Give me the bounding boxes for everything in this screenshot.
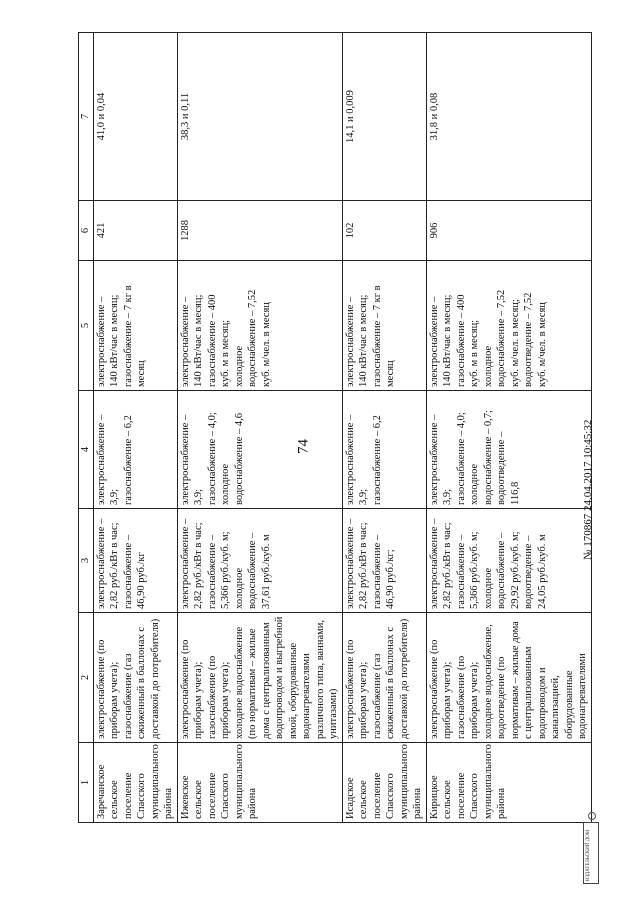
- header-cell: 5: [79, 261, 94, 391]
- cell-line: района: [247, 787, 258, 819]
- cell-line: сжиженный в баллонах с: [136, 626, 147, 739]
- cell-line: приборам учета);: [220, 661, 231, 739]
- table-cell-col2: [93, 613, 177, 743]
- table-cell-col6: 421: [93, 201, 177, 261]
- cell-line: муниципального: [149, 744, 161, 819]
- cell-line: 2,82 руб./кВт в час;: [109, 522, 120, 609]
- table-cell-col4: [93, 391, 177, 509]
- cell-line: унитазами): [328, 688, 339, 739]
- cell-line: газоснабжение (газ: [122, 653, 134, 739]
- cell-line: водоотведение – 7,52: [523, 292, 534, 387]
- cell-line: электроснабжение –: [344, 518, 356, 609]
- cell-line: газоснабжение –: [122, 534, 134, 609]
- cell-line: газоснабжение – 400: [206, 294, 218, 387]
- cell-line: района: [412, 787, 423, 819]
- cell-line: месяц: [136, 360, 147, 387]
- cell-line: Ижевское: [179, 775, 191, 819]
- cell-line: сельское: [442, 780, 453, 819]
- cell-line: месяц: [385, 360, 396, 387]
- cell-line: 5,366 руб./куб. м;: [469, 531, 480, 609]
- cell-line: водопроводом и выгребной: [274, 616, 285, 739]
- cell-line: нормативам – жилые дома: [509, 621, 521, 739]
- table-cell-col7: 38,3 и 0,11: [177, 33, 342, 201]
- table-cell-col3: [342, 509, 426, 613]
- cell-line: электроснабжение (по: [428, 639, 440, 739]
- cell-line: муниципального: [233, 744, 245, 819]
- cell-line: газоснабжение –: [206, 534, 218, 609]
- table-cell-col4: [177, 391, 342, 509]
- cell-line: Исадское: [344, 777, 356, 819]
- table-cell-col4: [342, 391, 426, 509]
- cell-line: водоснабжение – 7,52: [496, 289, 507, 387]
- table-cell-col1: [426, 743, 591, 823]
- cell-line: электроснабжение –: [179, 518, 191, 609]
- cell-line: электроснабжение –: [428, 414, 440, 505]
- cell-line: куб. м в месяц;: [469, 319, 480, 387]
- cell-line: приборам учета);: [442, 661, 453, 739]
- cell-line: газоснабжение (газ: [371, 653, 383, 739]
- cell-line: с централизованным: [523, 646, 534, 739]
- cell-line: 46,90 руб./кг: [136, 552, 147, 609]
- cell-line: холодное: [220, 463, 231, 505]
- table-cell-col6: 1288: [177, 201, 342, 261]
- cell-line: куб. м/чел. в месяц;: [509, 299, 521, 387]
- cell-line: сжиженный в баллонах с: [385, 626, 396, 739]
- cell-line: сельское: [193, 780, 204, 819]
- cell-line: 2,82 руб./кВт в час;: [358, 522, 369, 609]
- stamp-emblem-icon: [588, 812, 596, 820]
- cell-line: куб. м/чел. в месяц: [260, 302, 272, 387]
- header-cell: 1: [79, 743, 94, 823]
- cell-line: электроснабжение –: [179, 414, 191, 505]
- table-cell-col7: 31,8 и 0,08: [426, 33, 591, 201]
- table-cell-col7: 14,1 и 0,009: [342, 33, 426, 201]
- cell-line: электроснабжение –: [95, 518, 107, 609]
- cell-line: приборам учета);: [358, 661, 369, 739]
- table-cell-col5: [426, 261, 591, 391]
- cell-line: 140 кВт/час в месяц;: [193, 294, 204, 387]
- cell-line: куб. м/чел. в месяц: [536, 302, 548, 387]
- cell-line: Заречанское: [95, 764, 107, 819]
- cell-line: приборам учета);: [193, 661, 204, 739]
- stamp-text: ИЗДАТЕЛЬСКИЙ ДОМ: [586, 829, 591, 881]
- cell-line: газоснабжение – 4,0;: [206, 412, 218, 505]
- cell-line: электроснабжение –: [428, 518, 440, 609]
- table-row: [426, 33, 591, 823]
- cell-line: приборам учета);: [469, 661, 480, 739]
- cell-line: ямой, оборудованные: [287, 642, 299, 739]
- table-row: [93, 33, 177, 823]
- cell-line: 46,90 руб./кг;: [385, 549, 396, 609]
- cell-line: электроснабжение –: [95, 414, 107, 505]
- cell-line: сельское: [358, 780, 369, 819]
- cell-line: Спасского: [136, 773, 147, 819]
- cell-line: 37,61 руб./куб. м: [260, 534, 272, 609]
- table-cell-col2: [426, 613, 591, 743]
- cell-line: водоотведение –: [523, 535, 534, 609]
- cell-line: электроснабжение –: [95, 296, 107, 387]
- cell-line: Спасского: [469, 773, 480, 819]
- cell-line: муниципального: [398, 744, 410, 819]
- table-cell-col4: [426, 391, 591, 509]
- cell-line: газоснабжение – 6,2: [122, 415, 134, 505]
- table-cell-col2: [342, 613, 426, 743]
- cell-line: 116,8: [509, 481, 521, 505]
- cell-line: электроснабжение –: [344, 296, 356, 387]
- table-body: [93, 33, 591, 823]
- cell-line: холодное: [469, 463, 480, 505]
- table-cell-col3: [93, 509, 177, 613]
- cell-line: 3,9;: [442, 488, 453, 505]
- cell-line: муниципального: [482, 744, 494, 819]
- cell-line: поселение: [455, 772, 467, 819]
- cell-line: электроснабжение –: [344, 414, 356, 505]
- cell-line: газоснабжение (по: [206, 655, 218, 739]
- cell-line: водоотведение –: [496, 431, 507, 505]
- header-cell: 2: [79, 613, 94, 743]
- cell-line: поселение: [206, 772, 218, 819]
- cell-line: сельское: [109, 780, 120, 819]
- cell-line: электроснабжение –: [179, 296, 191, 387]
- cell-line: Кирицкое: [428, 775, 440, 819]
- cell-line: 29,92 руб./куб. м;: [509, 531, 521, 609]
- cell-line: электроснабжение (по: [344, 639, 356, 739]
- table-cell-col1: [93, 743, 177, 823]
- cell-line: водоснабжение – 7,52: [247, 289, 258, 387]
- cell-line: 2,82 руб./кВт в час;: [442, 522, 453, 609]
- cell-line: холодное: [482, 345, 494, 387]
- document-footer: № 170867 24.04.2017 10:45:32: [582, 419, 594, 560]
- cell-line: приборам учета);: [109, 661, 120, 739]
- table-cell-col5: [93, 261, 177, 391]
- cell-line: 140 кВт/час в месяц;: [358, 294, 369, 387]
- cell-line: водоснабжение – 0,7;: [482, 410, 494, 505]
- cell-line: поселение: [371, 772, 383, 819]
- cell-line: холодное: [482, 567, 494, 609]
- cell-line: водоотведение (по: [496, 656, 507, 739]
- table-row: [342, 33, 426, 823]
- publisher-stamp: [583, 822, 599, 884]
- cell-line: дома с централизованным: [260, 622, 272, 739]
- table-cell-col7: 41,0 и 0,04: [93, 33, 177, 201]
- cell-line: водонагревателями: [301, 653, 312, 739]
- cell-line: водопроводом и: [536, 667, 548, 739]
- cell-line: канализацией,: [550, 675, 561, 739]
- cell-line: поселение: [122, 772, 134, 819]
- table-cell-col3: [177, 509, 342, 613]
- cell-line: Спасского: [220, 773, 231, 819]
- cell-line: 2,82 руб./кВт в час;: [193, 522, 204, 609]
- table-cell-col1: [342, 743, 426, 823]
- cell-line: водоснабжение –: [247, 532, 258, 609]
- cell-line: газоснабжение – 4,0;: [455, 412, 467, 505]
- cell-line: холодное водоснабжение,: [482, 624, 494, 739]
- cell-line: (по нормативам – жилые: [247, 628, 258, 739]
- cell-line: водоснабжение – 4,6: [233, 412, 245, 505]
- cell-line: холодное: [233, 345, 245, 387]
- cell-line: доставкой до потребителя): [398, 618, 410, 739]
- table-row: [177, 33, 342, 823]
- cell-line: электроснабжение –: [428, 296, 440, 387]
- table-cell-col5: [177, 261, 342, 391]
- cell-line: 3,9;: [109, 488, 120, 505]
- cell-line: электроснабжение (по: [95, 639, 107, 739]
- cell-line: водоснабжение –: [496, 532, 507, 609]
- cell-line: различного типа, ваннами,: [314, 620, 326, 739]
- header-row: [79, 33, 94, 823]
- cell-line: куб. м в месяц;: [220, 319, 231, 387]
- header-cell: 6: [79, 201, 94, 261]
- cell-line: доставкой до потребителя): [149, 618, 161, 739]
- header-cell: 4: [79, 391, 94, 509]
- table-cell-col6: 906: [426, 201, 591, 261]
- cell-line: 140 кВт/час в месяц;: [109, 294, 120, 387]
- data-table: [78, 32, 592, 823]
- cell-line: газоснабжение – 7 кг в: [371, 285, 383, 387]
- cell-line: 24,05 руб./куб. м: [536, 534, 548, 609]
- header-cell: 7: [79, 33, 94, 201]
- cell-line: газоснабжение – 400: [455, 294, 467, 387]
- cell-line: газоснабжение – 6,2: [371, 415, 383, 505]
- cell-line: района: [496, 787, 507, 819]
- header-cell: 3: [79, 509, 94, 613]
- cell-line: Спасского: [385, 773, 396, 819]
- cell-line: 5,366 руб./куб. м;: [220, 531, 231, 609]
- cell-line: района: [163, 787, 174, 819]
- cell-line: газоснабжение (по: [455, 655, 467, 739]
- cell-line: водонагревателями: [577, 653, 588, 739]
- table-cell-col6: 102: [342, 201, 426, 261]
- cell-line: холодное: [233, 567, 245, 609]
- table-cell-col5: [342, 261, 426, 391]
- cell-line: газоснабжение –: [371, 534, 383, 609]
- cell-line: холодное водоснабжение: [233, 626, 245, 739]
- page-number: 74: [295, 439, 312, 454]
- table-cell-col1: [177, 743, 342, 823]
- cell-line: 3,9;: [193, 488, 204, 505]
- cell-line: газоснабжение – 7 кг в: [122, 285, 134, 387]
- cell-line: оборудованные: [563, 670, 575, 739]
- cell-line: газоснабжение –: [455, 534, 467, 609]
- cell-line: 3,9;: [358, 488, 369, 505]
- cell-line: электроснабжение (по: [179, 639, 191, 739]
- table-cell-col2: [177, 613, 342, 743]
- table-cell-col3: [426, 509, 591, 613]
- cell-line: 140 кВт/час в месяц;: [442, 294, 453, 387]
